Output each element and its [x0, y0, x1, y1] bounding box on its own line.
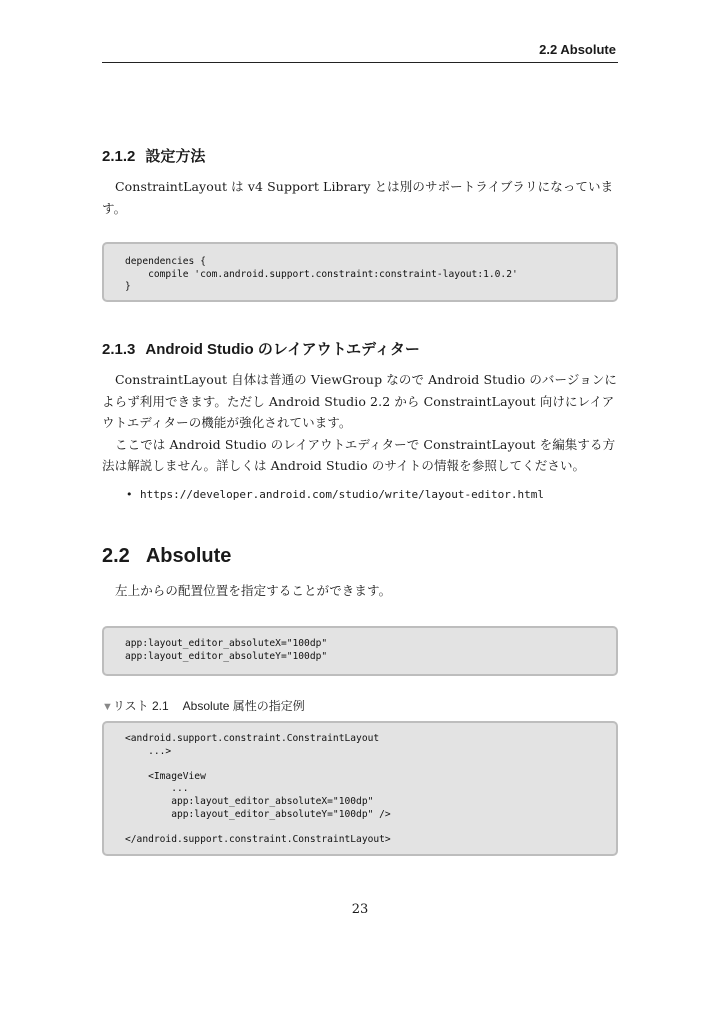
- bullet-marker: •: [126, 488, 133, 501]
- code-block-absolute-attrs: [102, 626, 618, 676]
- caption-text: Absolute 属性の指定例: [182, 699, 305, 713]
- code-text: dependencies { compile 'com.android.support.constraint:constraint-layout:1.0.2' }: [125, 256, 518, 293]
- caption-triangle-icon: ▼: [102, 701, 113, 713]
- heading-title: Absolute: [145, 545, 232, 567]
- paragraph-text-2: ここでは Android Studio のレイアウトエディターで ConstraintLayout を編集する方法は解説しません。詳しくは Android Studio のサイトの情報を参照してください。: [102, 436, 616, 473]
- heading-2-1-2: [102, 145, 205, 166]
- code-block-dependencies: [102, 242, 618, 302]
- heading-number: 2.1.3: [102, 341, 136, 358]
- heading-title: 設定方法: [145, 148, 206, 165]
- header-title: 2.2 Absolute: [539, 42, 616, 57]
- paragraph-absolute: [102, 580, 618, 602]
- heading-number: 2.1.2: [102, 148, 136, 165]
- heading-2-2: [102, 545, 231, 568]
- caption-number: リスト 2.1: [112, 699, 169, 713]
- heading-2-1-3: [102, 338, 420, 359]
- page-number: 23: [351, 902, 369, 917]
- paragraph-text: 左上からの配置位置を指定することができます。: [115, 583, 392, 598]
- code-block-listing-2-1: [102, 721, 618, 856]
- heading-number: 2.2: [102, 545, 130, 567]
- paragraph-text-1: ConstraintLayout 自体は普通の ViewGroup なので Android Studio のバージョンによらず利用できます。ただし Android Studio 2.2 から ConstraintLayout 向けにレイアウトエディターの機能が強化されています。: [102, 372, 618, 430]
- paragraph-text: ConstraintLayout は v4 Support Library とは別のサポートライブラリになっています。: [102, 179, 614, 216]
- code-text: <android.support.constraint.ConstraintLayout ...> <ImageView ... app:layout_editor_absoluteX="100dp" app:layout_editor_absoluteY="100dp" /> </android.support.constraint.ConstraintLayout>: [125, 733, 391, 845]
- heading-title: Android Studio のレイアウトエディター: [145, 341, 420, 358]
- paragraph-support-library: [102, 176, 618, 219]
- layout-editor-link[interactable]: https://developer.android.com/studio/write/layout-editor.html: [140, 488, 544, 501]
- code-text: app:layout_editor_absoluteX="100dp" app:layout_editor_absoluteY="100dp": [125, 638, 328, 662]
- listing-caption: [102, 697, 305, 714]
- bullet-item-link[interactable]: [126, 488, 544, 501]
- running-header: [102, 42, 618, 63]
- paragraph-layout-editor: [102, 369, 618, 477]
